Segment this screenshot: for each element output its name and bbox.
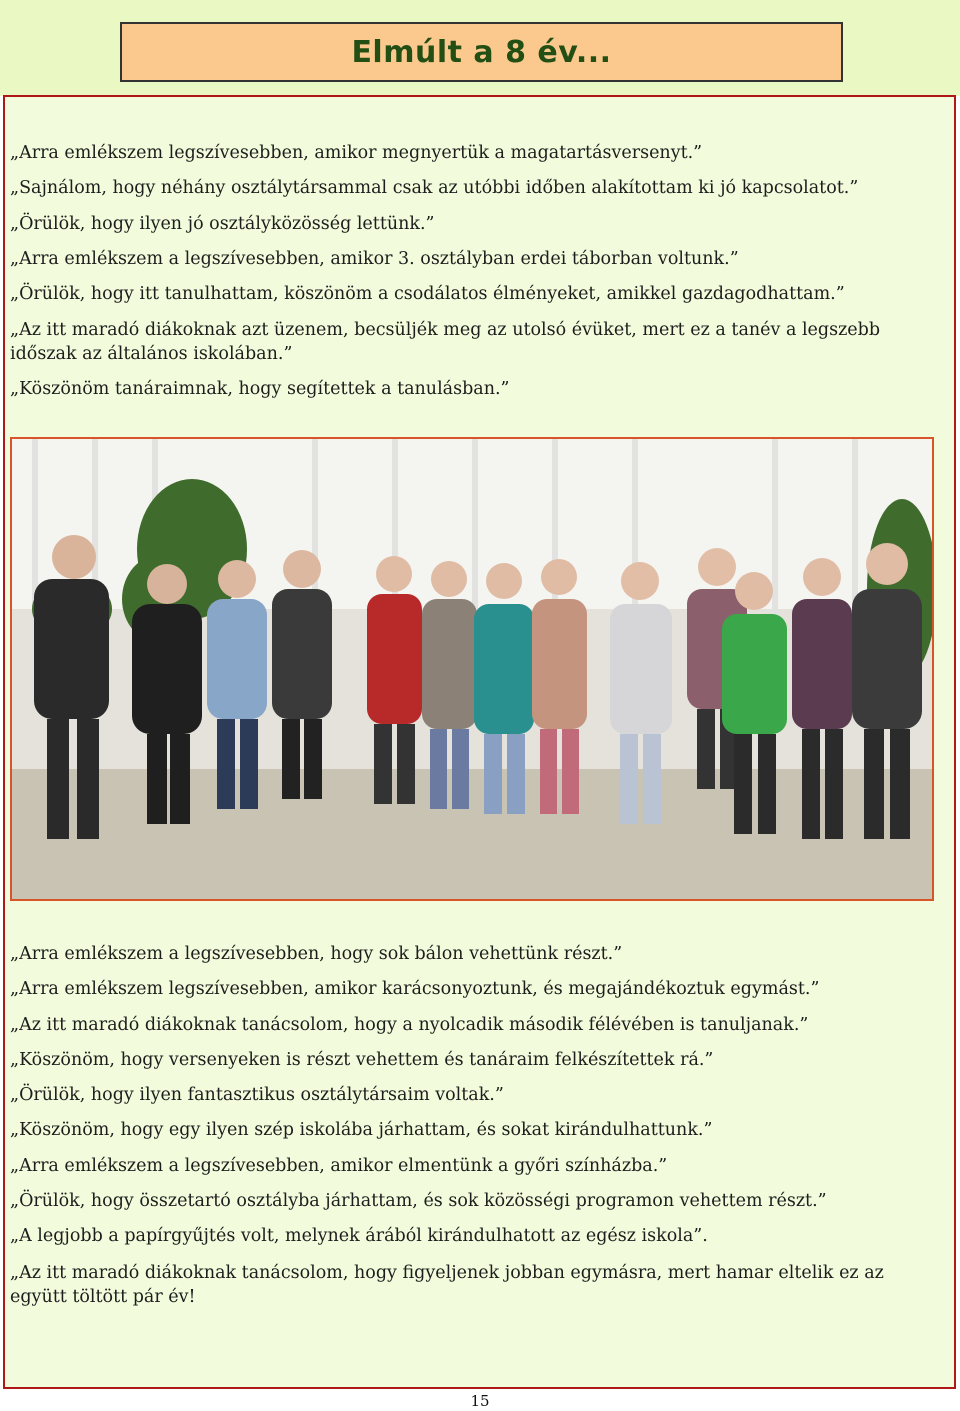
quote-item: „Az itt maradó diákoknak tanácsolom, hogy figyeljenek jobban egymásra, mert hamar eltelik ez az együtt töltött pár év!	[10, 1262, 884, 1307]
quote-item: „Arra emlékszem legszívesebben, amikor megnyertük a magatartásversenyt.”	[10, 143, 703, 163]
title-box	[120, 22, 843, 82]
quotes-bottom-list	[10, 937, 940, 1315]
page-title: Elmúlt a 8 év...	[351, 34, 612, 70]
quote-item: „Örülök, hogy itt tanulhattam, köszönöm a csodálatos élményeket, amikkel gazdagodhattam.”	[10, 284, 845, 305]
group-photo-illustration	[12, 439, 932, 899]
quote-item: „Az itt maradó diákoknak tanácsolom, hogy a nyolcadik második félévében is tanuljanak.”	[10, 1014, 809, 1035]
quote-item: „Arra emlékszem legszívesebben, amikor karácsonyoztunk, és megajándékoztuk egymást.”	[10, 979, 820, 1000]
quote-item: „Arra emlékszem a legszívesebben, amikor elmentünk a győri színházba.”	[10, 1155, 668, 1176]
quote-item: „Az itt maradó diákoknak azt üzenem, becsüljék meg az utolsó évüket, mert ez a tanév a legszebb időszak az általános iskolában.”	[10, 320, 881, 365]
quote-item: „Köszönöm, hogy egy ilyen szép iskolába járhattam, és sokat kirándulhattunk.”	[10, 1120, 713, 1141]
quote-item: „Örülök, hogy összetartó osztályba járhattam, és sok közösségi programon vehettem részt.”	[10, 1191, 827, 1212]
quote-item: „Arra emlékszem a legszívesebben, hogy sok bálon vehettünk részt.”	[10, 944, 623, 964]
quote-item: „Sajnálom, hogy néhány osztálytársammal csak az utóbbi időben alakítottam ki jó kapcsolatot.”	[10, 178, 859, 199]
quote-item: „A legjobb a papírgyűjtés volt, melynek árából kirándulhatott az egész iskola”.	[10, 1226, 708, 1247]
quote-item: „Arra emlékszem a legszívesebben, amikor 3. osztályban erdei táborban voltunk.”	[10, 248, 739, 269]
quotes-top-list	[10, 136, 940, 408]
class-group-photo	[10, 437, 934, 901]
page-number: 15	[470, 1392, 490, 1410]
quote-item: „Örülök, hogy ilyen jó osztályközösség lettünk.”	[10, 213, 435, 234]
quote-item: „Köszönöm tanáraimnak, hogy segítettek a tanulásban.”	[10, 379, 510, 400]
quote-item: „Köszönöm, hogy versenyeken is részt vehettem és tanáraim felkészítettek rá.”	[10, 1049, 714, 1070]
quote-item: „Örülök, hogy ilyen fantasztikus osztálytársaim voltak.”	[10, 1085, 504, 1106]
